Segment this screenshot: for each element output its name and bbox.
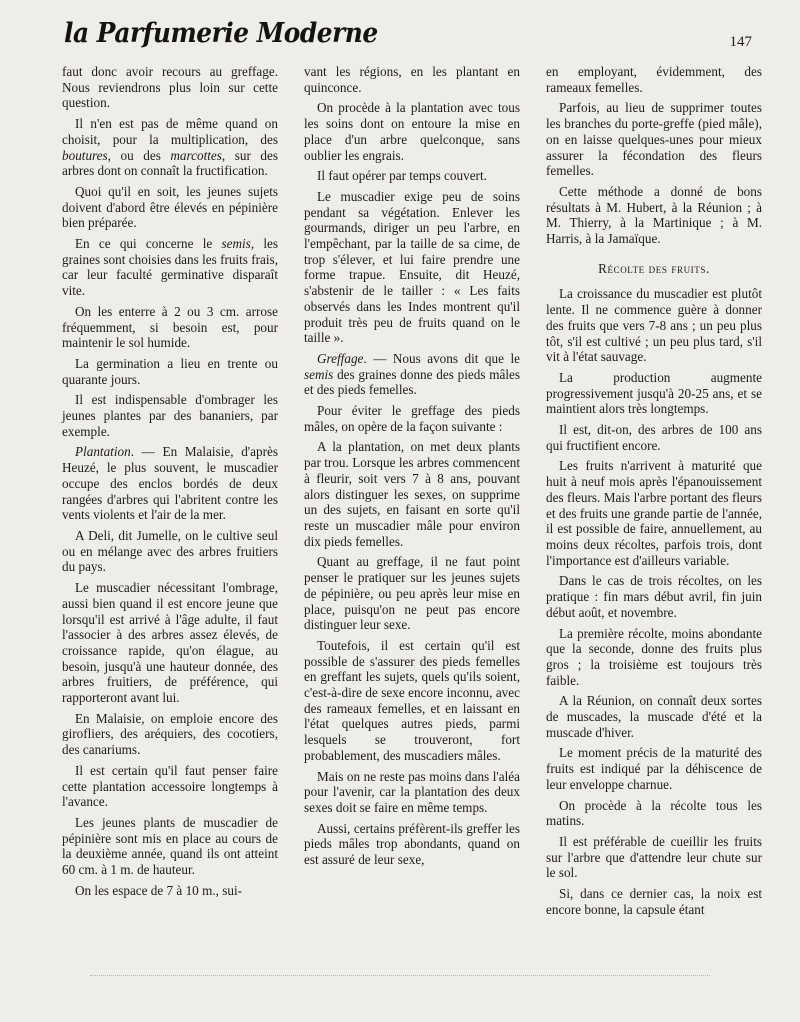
- masthead-logo: la Parfumerie Moderne: [64, 18, 378, 49]
- paragraph: en employant, évidemment, des rameaux femelles.: [546, 64, 762, 95]
- paragraph: La production augmente progressivement jusqu'à 20-25 ans, et se maintient alors très longtemps.: [546, 369, 762, 417]
- paragraph: Toutefois, il est certain qu'il est possible de s'assurer des pieds femelles en greffant les sujets, quels qu'ils soient, c'est-à-dire de sexe encore inconnu, avec des rameaux femelles, et en laissant en l'état quelques autres pieds, parmi lesquels se trouveront, fort probablement, des muscadiers mâles.: [304, 637, 520, 763]
- paragraph: Si, dans ce dernier cas, la noix est encore bonne, la capsule étant: [546, 886, 762, 917]
- paragraph: Cette méthode a donné de bons résultats à M. Hubert, à la Réunion ; à M. Thierry, à la Martinique ; à M. Harris, à la Jamaïque.: [546, 183, 762, 247]
- paragraph: Plantation. — En Malaisie, d'après Heuzé, le plus souvent, le muscadier occupe des enclos bordés de deux rangées d'arbres qui l'abritent contre les vents violents et l'air de la mer.: [62, 444, 278, 523]
- paragraph: Aussi, certains préfèrent-ils greffer les pieds mâles trop abondants, quand on est assuré de leur sexe,: [304, 820, 520, 868]
- section-heading: Récolte des fruits.: [598, 260, 710, 276]
- text-columns: [62, 64, 762, 964]
- paragraph: Les fruits n'arrivent à maturité que huit à neuf mois après l'épanouissement des fleurs. Mais l'arbre portant des fleurs et des fruits une grande partie de l'année, il est possible de faire, annuellement, au moins deux récoltes, parfois trois, dont l'importance est d'ailleurs variable.: [546, 458, 762, 568]
- paragraph: Il est indispensable d'ombrager les jeunes plantes par des bananiers, par exemple.: [62, 392, 278, 439]
- paragraph: On procède à la plantation avec tous les soins dont on entoure la mise en place d'un arbre quelconque, sans oublier les engrais.: [304, 100, 520, 163]
- paragraph: Quant au greffage, il ne faut point penser le pratiquer sur les jeunes sujets de pépinière, ou peu après leur mise en place, puisqu'on ne peut pas encore distinguer leur sexe.: [304, 554, 520, 633]
- text-column-2: [304, 64, 520, 964]
- paragraph: La germination a lieu en trente ou quarante jours.: [62, 355, 278, 387]
- paragraph: A Deli, dit Jumelle, on le cultive seul ou en mélange avec des arbres fruitiers du pays.: [62, 527, 278, 575]
- paragraph: A la Réunion, on connaît deux sortes de muscades, la muscade d'été et la muscade d'hiver.: [546, 693, 762, 740]
- paragraph: On les enterre à 2 ou 3 cm. arrose fréquemment, si besoin est, pour maintenir le sol humide.: [62, 303, 278, 351]
- paragraph: Le muscadier exige peu de soins pendant sa végétation. Enlever les gourmands, diriger un peu l'arbre, en l'empêchant, par la taille de sa cime, de trop s'élever, et lui faire prendre une forme trapue. Ensuite, dit Heuzé, s'abstenir de le tailler : « Les faits observés dans les Indes montrent qu'il produit très peu de fruits quand on le taille ».: [304, 188, 520, 346]
- paragraph: La croissance du muscadier est plutôt lente. Il ne commence guère à donner des fruits que vers 7-8 ans ; un peu plus tôt, s'il est cultivé ; un peu plus tard, s'il vit à l'état sauvage.: [546, 286, 762, 365]
- paragraph: On les espace de 7 à 10 m., sui-: [75, 882, 242, 898]
- paragraph: vant les régions, en les plantant en quinconce.: [304, 64, 520, 95]
- paragraph: Les jeunes plants de muscadier de pépinière sont mis en place au cours de la deuxième année, quand ils ont atteint 60 cm. à 1 m. de hauteur.: [62, 814, 278, 878]
- paragraph: Il est certain qu'il faut penser faire cette plantation accessoire longtemps à l'avance.: [62, 762, 278, 810]
- paragraph: Pour éviter le greffage des pieds mâles, on opère de la façon suivante :: [304, 403, 520, 434]
- text-column-1: [62, 64, 278, 964]
- paragraph: faut donc avoir recours au greffage. Nous reviendrons plus loin sur cette question.: [62, 64, 278, 111]
- paragraph: Greffage. — Nous avons dit que le semis des graines donne des pieds mâles et des pieds femelles.: [304, 350, 520, 398]
- paragraph: A la plantation, on met deux plants par trou. Lorsque les arbres commencent à fleurir, soit vers 7 à 8 ans, pouvant alors distinguer les sexes, on supprime un des sujets, en faisant en sorte qu'il reste un muscadier mâle pour environ dix pieds femelles.: [304, 439, 520, 549]
- paragraph: Dans le cas de trois récoltes, on les pratique : fin mars début avril, fin juin début août, et novembre.: [546, 573, 762, 620]
- paragraph: Quoi qu'il en soit, les jeunes sujets doivent d'abord être élevés en pépinière bien préparée.: [62, 183, 278, 231]
- paragraph: Il est, dit-on, des arbres de 100 ans qui fructifient encore.: [546, 422, 762, 453]
- paragraph: Le muscadier nécessitant l'ombrage, aussi bien quand il est encore jeune que lorsqu'il est arrivé à l'âge adulte, il faut l'associer à des arbres assez élevés, de croissance rapide, qu'on élague, au besoin, jusqu'à une hauteur donnée, des arbres fruitiers, de préférence, qui rapporteront avant lui.: [62, 580, 278, 706]
- footer-rule: [90, 975, 710, 976]
- page-number: 147: [729, 34, 752, 50]
- paragraph: En Malaisie, on emploie encore des girofliers, des aréquiers, des cocotiers, des canariums.: [62, 710, 278, 758]
- paragraph: Mais on ne reste pas moins dans l'aléa pour l'avenir, car la plantation des deux sexes doit se faire en même temps.: [304, 768, 520, 815]
- paragraph: En ce qui concerne le semis, les graines sont choisies dans les fruits frais, car leur faculté germinative disparaît vite.: [62, 236, 278, 299]
- text-column-3: [546, 64, 762, 964]
- paragraph: On procède à la récolte tous les matins.: [546, 797, 762, 829]
- paragraph: La première récolte, moins abondante que la seconde, donne des fruits plus gros ; la troisième est toujours très faible.: [546, 625, 762, 688]
- paragraph: Le moment précis de la maturité des fruits est indiqué par la déhiscence de leur enveloppe charnue.: [546, 745, 762, 792]
- paragraph: Il n'en est pas de même quand on choisit, pour la multiplication, des boutures, ou des marcottes, sur des arbres dont on connaît la fructification.: [62, 116, 278, 179]
- paragraph: Parfois, au lieu de supprimer toutes les branches du porte-greffe (pied mâle), on en laisse quelques-unes pour mieux assurer la fécondation des fleurs femelles.: [546, 100, 762, 179]
- paragraph: Il est préférable de cueillir les fruits sur l'arbre que d'attendre leur chute sur le sol.: [546, 833, 762, 881]
- paragraph: Il faut opérer par temps couvert.: [317, 168, 487, 184]
